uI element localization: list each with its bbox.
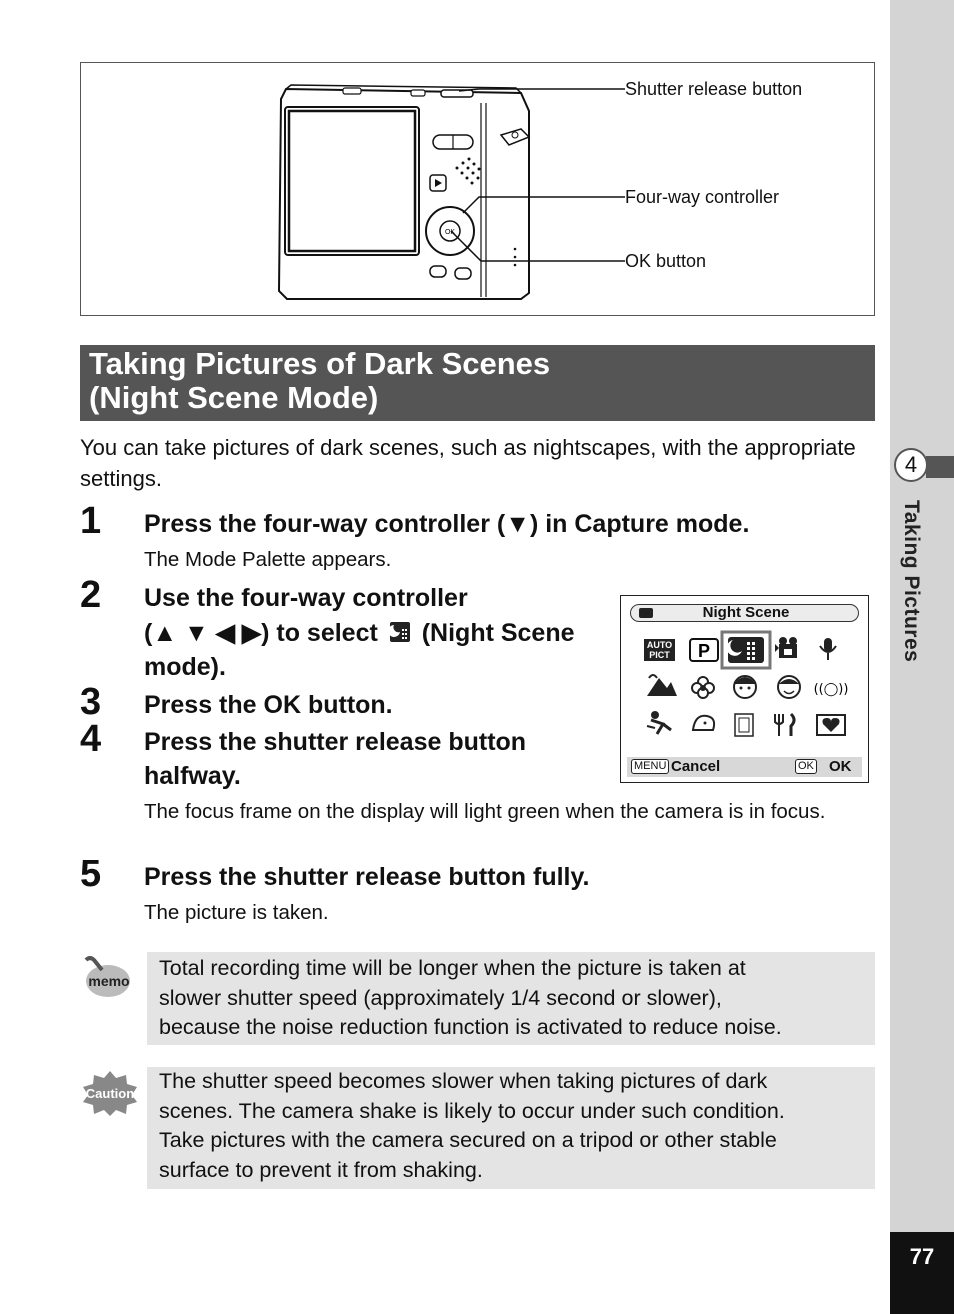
landscape-mode-icon — [647, 675, 677, 696]
step-4-heading-line-2: halfway. — [144, 762, 241, 790]
text-mode-icon — [735, 714, 753, 736]
flower-mode-icon — [692, 677, 714, 698]
sport-mode-icon — [647, 711, 671, 734]
ok-label: OK — [829, 758, 852, 775]
step-2-number: 2 — [80, 574, 102, 616]
movie-mode-icon — [775, 637, 797, 658]
memo-note: Total recording time will be longer when the picture is taken at slower shutter speed (approximately 1/4 second or slower), because the noise reduction function is activated to reduce noise. — [147, 952, 875, 1045]
palette-header — [630, 604, 859, 622]
auto-picture-icon — [644, 639, 675, 661]
mode-icon-grid — [621, 630, 867, 760]
step-1-number: 1 — [80, 500, 102, 542]
voice-recording-icon — [820, 638, 836, 660]
step-3-number: 3 — [80, 681, 102, 723]
caution-icon — [82, 1070, 138, 1116]
section-title — [80, 345, 875, 421]
chapter-title: Taking Pictures — [900, 500, 923, 663]
kids-mode-icon — [778, 676, 800, 698]
memo-label: memo — [88, 973, 130, 989]
step-4-heading-line-1: Press the shutter release button — [144, 728, 527, 756]
surf-and-snow-icon — [814, 682, 849, 697]
cancel-label: Cancel — [671, 758, 721, 775]
section-title-line-2: (Night Scene Mode) — [89, 380, 379, 415]
auto-picture-label-1: AUTO — [646, 640, 673, 650]
caution-note: The shutter speed becomes slower when taking pictures of dark scenes. The camera shake is likely to occur under such condition. Take pictures with the camera secured on a tripod or other stable surface to prevent it from shaking. — [147, 1067, 875, 1189]
chapter-number: 4 — [894, 448, 928, 482]
svg-text:((◯)): ((◯)) — [813, 682, 849, 697]
palette-footer — [627, 757, 862, 777]
mode-palette-screen — [620, 595, 869, 783]
step-1-body: The Mode Palette appears. — [144, 548, 392, 571]
intro-paragraph: You can take pictures of dark scenes, such as nightscapes, with the appropriate settings. — [80, 435, 856, 491]
step-5-heading: Press the shutter release button fully. — [144, 863, 590, 891]
camera-figure — [80, 62, 875, 316]
portrait-mode-icon — [734, 676, 756, 698]
step-5-body: The picture is taken. — [144, 901, 329, 924]
heart-frame-icon — [817, 715, 845, 735]
page-number: 77 — [890, 1232, 954, 1314]
food-mode-icon — [775, 714, 794, 736]
auto-picture-label-2: PICT — [649, 650, 670, 660]
palette-title: Night Scene — [702, 604, 790, 621]
program-mode-label: P — [697, 641, 711, 661]
pet-mode-icon — [693, 716, 714, 730]
ok-key-icon: OK — [795, 759, 817, 774]
section-title-line-1: Taking Pictures of Dark Scenes — [89, 346, 551, 381]
step-5-number: 5 — [80, 853, 102, 895]
step-2-heading-line-1: Use the four-way controller — [144, 584, 468, 612]
callout-four-way-controller: Four-way controller — [625, 187, 780, 207]
program-mode-icon — [690, 639, 718, 661]
chapter-band — [926, 456, 954, 478]
night-scene-mode-icon — [389, 618, 411, 652]
callout-ok-button: OK button — [625, 251, 707, 271]
memo-icon — [82, 956, 132, 1000]
step-2-heading-line-3: mode). — [144, 653, 226, 681]
step-3-heading: Press the OK button. — [144, 691, 393, 719]
step-2-heading-line-2: (▲ ▼ ◀ ▶) to select (Night Scene — [144, 616, 575, 652]
svg-text:OK: OK — [444, 229, 456, 236]
callout-shutter-release-button: Shutter release button — [625, 79, 803, 99]
step-4-number: 4 — [80, 718, 102, 760]
caution-label: Caution — [85, 1086, 135, 1101]
night-scene-selected-icon — [722, 632, 770, 668]
step-1-heading: Press the four-way controller (▼) in Capture mode. — [144, 510, 750, 538]
step-4-body: The focus frame on the display will light green when the camera is in focus. — [144, 800, 826, 823]
menu-key-icon: MENU — [631, 759, 669, 774]
